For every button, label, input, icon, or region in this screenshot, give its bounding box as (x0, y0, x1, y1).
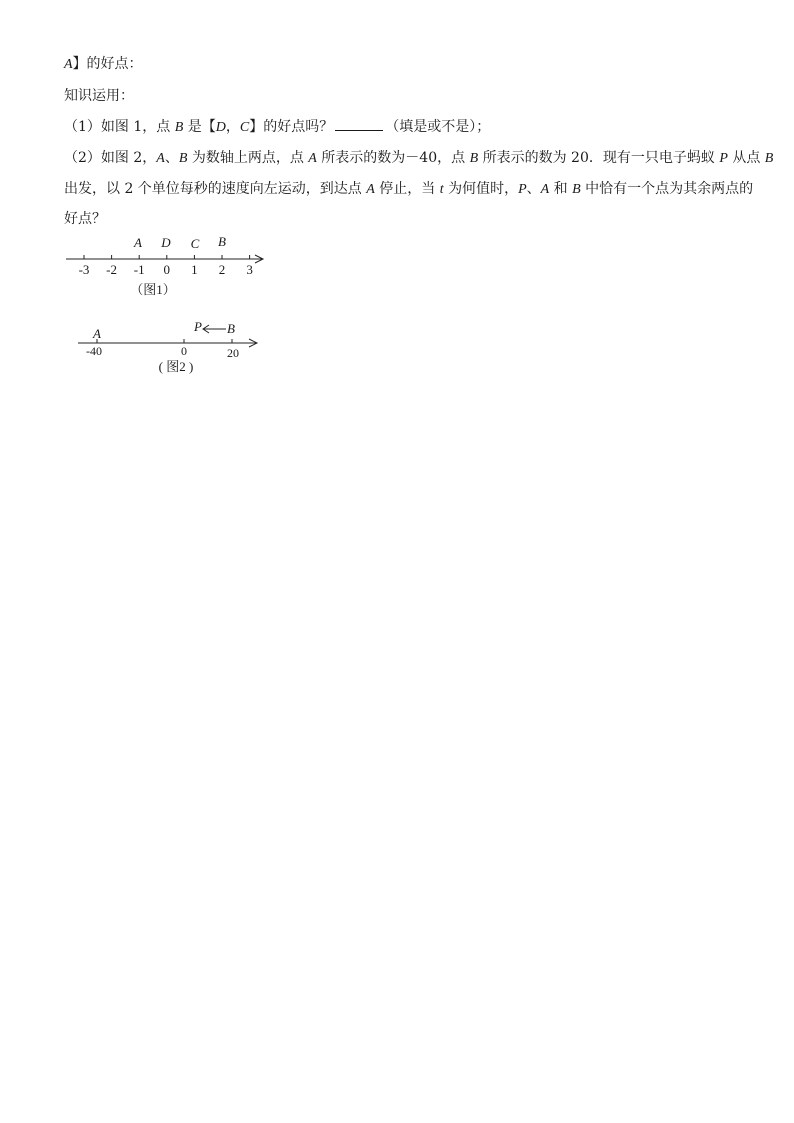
question-2-line-3: 好点？ (64, 211, 106, 227)
fig1-tick-label: 2 (218, 262, 226, 277)
point-a-label: A (64, 57, 73, 72)
fig1-point-c: C (190, 236, 200, 251)
fig1-tick-label: 3 (246, 262, 253, 277)
fig2-caption: ( 图2 ) (158, 359, 194, 374)
fig1-caption: （图1） (130, 282, 176, 297)
fig1-ticks (79, 255, 253, 277)
knowledge-application-heading: 知识运用： (64, 88, 134, 104)
fig2-tick-label-minus40: -40 (86, 344, 102, 358)
fig2-tick-label-20: 20 (227, 346, 239, 360)
fig1-point-a: A (134, 235, 142, 250)
fig1-tick-label: -3 (78, 262, 90, 277)
fig2-point-b: B (227, 321, 235, 336)
fig2-point-a: A (93, 326, 101, 341)
fig2-tick-label-0: 0 (181, 344, 187, 358)
fig1-tick-label: 1 (191, 262, 198, 277)
fig1-tick-label: -1 (133, 262, 145, 277)
question-2-line-1: （2）如图 2，A、B 为数轴上两点，点 A 所表示的数为－40，点 B 所表示的数为 20．现有一只电子蚂蚁 P 从点 B (64, 150, 774, 166)
fig1-tick-label: 0 (163, 262, 171, 277)
fig2-point-p: P (194, 319, 202, 334)
fig1-point-d: D (161, 235, 171, 250)
fig1-point-b: B (218, 234, 226, 249)
good-point-suffix: 】的好点： (72, 56, 143, 72)
question-2-line-2: 出发，以 2 个单位每秒的速度向左运动，到达点 A 停止，当 t 为何值时，P、A 和 B 中恰有一个点为其余两点的 (64, 181, 754, 197)
figure-1-number-line (0, 0, 794, 400)
fig1-tick-label: -2 (106, 262, 118, 277)
question-1: （1）如图 1，点 B 是【D，C】的好点吗？ （填是或不是）； (64, 116, 490, 138)
